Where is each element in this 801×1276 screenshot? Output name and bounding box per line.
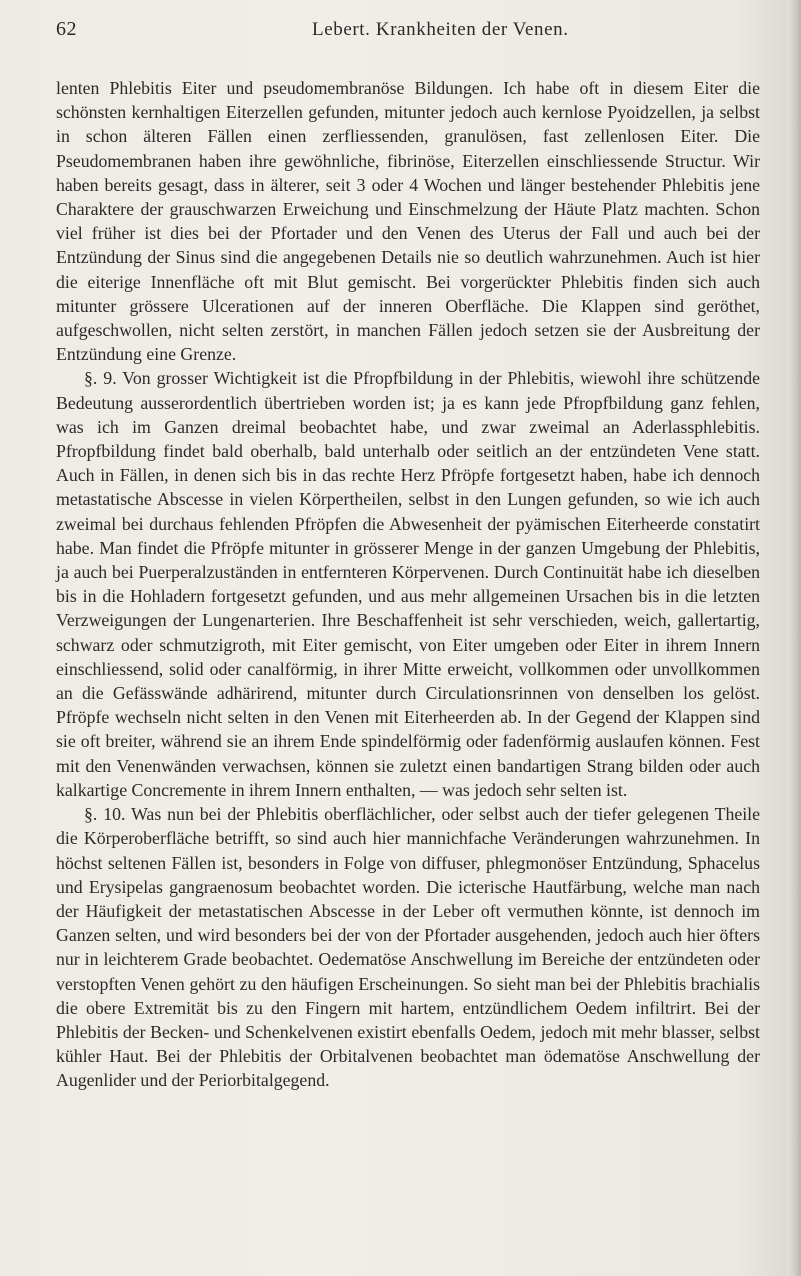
paragraph-section-9: §. 9. Von grosser Wichtigkeit ist die Pfropfbildung in der Phlebitis, wiewohl ihre schützende Bedeutung ausserordentlich übertrieben worden ist; ja es kann jede Pfropfbildung ganz fehlen, was ich im Ganzen dreimal beobachtet habe, und zwar zweimal an Aderlassphlebitis. Pfropfbildung findet bald oberhalb, bald unterhalb oder seitlich an der entzündeten Vene statt. Auch in Fällen, in denen sich bis in das rechte Herz Pfröpfe fortgesetzt haben, habe ich dennoch metastatische Abscesse in vielen Körpertheilen, selbst in den Lungen gefunden, so wie ich auch zweimal bei durchaus fehlenden Pfröpfen die Abwesenheit der pyämischen Eiterheerde constatirt habe. Man findet die Pfröpfe mitunter in grösserer Menge in der ganzen Umgebung der Phlebitis, ja auch bei Puerperalzuständen in entfernteren Körpervenen. Durch Continuität habe ich dieselben bis in die Hohladern fortgesetzt gefunden, und aus mehr allgemeinen Ursachen bis in die letzten Verzweigungen der Lungenarterien. Ihre Beschaffenheit ist sehr verschieden, weich, gallertartig, schwarz oder schmutzigroth, mit Eiter gemischt, von Eiter umgeben oder Eiter in ihrem Innern einschliessend, solid oder canalförmig, in ihrer Mitte erweicht, vollkommen oder unvollkommen an die Gefässwände adhärirend, mitunter durch Circulationsrinnen von denselben los gelöst. Pfröpfe wechseln nicht selten in den Venen mit Eiterheerden ab. In der Gegend der Klappen sind sie oft breiter, während sie an ihrem Ende spindelförmig oder fadenförmig auslaufen können. Fest mit den Venenwänden verwachsen, können sie zuletzt einen bandartigen Strang bilden oder auch kalkartige Concremente in ihrem Innern enthalten, — was jedoch sehr selten ist. bbox=[56, 368, 760, 800]
body-text bbox=[56, 76, 760, 1093]
page-number: 62 bbox=[56, 18, 77, 40]
paragraph-section-10: §. 10. Was nun bei der Phlebitis oberflächlicher, oder selbst auch der tiefer gelegenen Theile die Körperoberfläche betrifft, so sind auch hier mannichfache Veränderungen wahrzunehmen. In höchst seltenen Fällen ist, besonders in Folge von diffuser, phlegmonöser Entzündung, Sphacelus und Erysipelas gangraenosum beobachtet worden. Die icterische Hautfärbung, welche man nach der Häufigkeit der metastatischen Abscesse in der Leber oft vermuthen könnte, ist dennoch im Ganzen selten, und wird besonders bei der von der Pfortader ausgehenden, jedoch auch hier öfters nur in leichterem Grade beobachtet. Oedematöse Anschwellung im Bereiche der entzündeten oder verstopften Venen gehört zu den häufigen Erscheinungen. So sieht man bei der Phlebitis brachialis die obere Extremität bis zu den Fingern mit hartem, entzündlichem Oedem infiltrirt. Bei der Phlebitis der Becken- und Schenkelvenen existirt ebenfalls Oedem, jedoch mit mehr blasser, selbst kühler Haut. Bei der Phlebitis der Orbitalvenen beobachtet man ödematöse Anschwellung der Augenlider und der Periorbitalgegend. bbox=[56, 804, 760, 1091]
running-head: Lebert. Krankheiten der Venen. bbox=[312, 19, 569, 40]
paragraph-phlebitis-pathology: lenten Phlebitis Eiter und pseudomembranöse Bildungen. Ich habe oft in diesem Eiter die schönsten kernhaltigen Eiterzellen gefunden, mitunter jedoch auch kernlose Pyoidzellen, ja selbst in schon älteren Fällen einen zerfliessenden, granulösen, fast zellenlosen Eiter. Die Pseudomembranen haben ihre gewöhnliche, fibrinöse, Eiterzellen einschliessende Structur. Wir haben bereits gesagt, dass in älterer, seit 3 oder 4 Wochen und länger bestehender Phlebitis jene Charaktere der grauschwarzen Erweichung und Einschmelzung der Häute Platz machten. Schon viel früher ist dies bei der Pfortader und den Venen des Uterus der Fall und auch bei der Entzündung der Sinus sind die angegebenen Details nie so deutlich wahrzunehmen. Auch ist hier die eiterige Innenfläche oft mit Blut gemischt. Bei vorgerückter Phlebitis finden sich auch mitunter grössere Ulcerationen auf der inneren Oberfläche. Die Klappen sind geröthet, aufgeschwollen, nicht selten zerstört, in manchen Fällen jedoch setzen sie der Ausbreitung der Entzündung eine Grenze. bbox=[56, 78, 760, 365]
page-gutter-shadow bbox=[787, 0, 801, 1276]
page-header bbox=[56, 16, 756, 46]
